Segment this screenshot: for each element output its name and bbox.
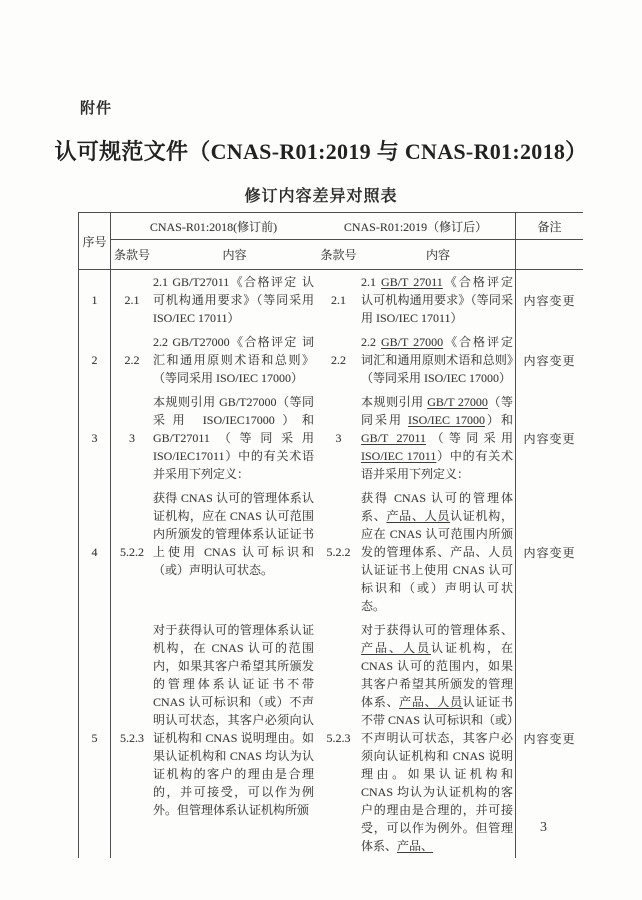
page-number: 3 [540, 820, 547, 835]
row-index: 1 [78, 270, 111, 330]
table-row [78, 486, 583, 618]
table-row [78, 270, 583, 330]
subheader-old-content: 内容 [153, 240, 316, 270]
table-header [78, 212, 583, 270]
header-index: 序号 [78, 212, 111, 270]
new-clause: 5.2.3 [326, 730, 351, 745]
comparison-table [78, 212, 583, 858]
old-content: 2.1 GB/T27011《合格评定 认可机构通用要求》（等同采用 ISO/IEC 17011） [153, 275, 314, 325]
remark-cell: 内容变更 [515, 618, 583, 858]
new-clause: 2.2 [331, 352, 346, 367]
remark-cell: 内容变更 [515, 330, 583, 390]
row-index: 4 [78, 486, 111, 618]
header-new-version: CNAS-R01:2019（修订后） [316, 212, 515, 240]
new-clause: 2.1 [331, 292, 346, 307]
table-row [78, 330, 583, 390]
old-content: 对于获得认可的管理体系认证机构，在 CNAS 认可的范围内，如果其客户希望其所颁发的管理体系认证证书不带 CNAS 认可标识和（或）不声明认可状态，其客户必须向认证机构和 CNAS 说明理由。如果认证机构和 CNAS 均认为认证机构的客户的理由是合理的，并可接受，可以作为例外。但管理体系认证机构所颁 [153, 623, 314, 817]
table-row [78, 390, 583, 486]
old-clause: 2.1 [124, 292, 140, 307]
table-body [78, 270, 583, 858]
old-content: 2.2 GB/T27000《合格评定 词汇和通用原则术语和总则》（等同采用 ISO/IEC 17000） [153, 335, 314, 385]
new-content: 2.1 GB/T 27011《合格评定 认可机构通用要求》（等同采用 ISO/IEC 17011） [361, 275, 513, 325]
old-clause: 2.2 [124, 352, 140, 367]
row-index: 2 [78, 330, 111, 390]
subheader-remark-empty [515, 240, 583, 270]
new-content: 本规则引用 GB/T 27000（等同采用 ISO/IEC 17000）和 GB/T 27011（等同采用 ISO/IEC 17011）中的有关术语并采用下列定义： [361, 395, 513, 481]
new-content: 对于获得认可的管理体系、产品、人员认证机构，在 CNAS 认可的范围内，如果其客户希望其所颁发的管理体系、产品、人员认证证书不带 CNAS 认可标识和（或）不声明认可状态，其客户必须向认证机构和 CNAS 说明理由。如果认证机构和 CNAS 均认为认证机构的客户的理由是合理的，并可接受，可以作为例外。但管理体系、产品、 [361, 623, 514, 853]
old-content: 本规则引用 GB/T27000（等同采用 ISO/IEC17000）和 GB/T27011（等同采用 ISO/IEC17011）中的有关术语并采用下列定义： [153, 395, 314, 481]
remark-cell: 内容变更 [515, 486, 583, 618]
old-clause: 5.2.2 [120, 544, 144, 559]
new-content: 获得 CNAS 认可的管理体系、产品、人员认证机构，应在 CNAS 认可范围内所颁发的管理体系、产品、人员认证证书上使用 CNAS 认可标识和（或）声明认可状态。 [361, 491, 513, 613]
new-clause: 3 [335, 430, 342, 445]
subheader-old-clause: 条款号 [111, 240, 153, 270]
row-index: 5 [78, 618, 111, 858]
old-clause: 3 [129, 430, 135, 445]
document-title: 认可规范文件（CNAS-R01:2019 与 CNAS-R01:2018） [54, 139, 588, 164]
old-clause: 5.2.3 [120, 730, 144, 745]
header-old-version: CNAS-R01:2018(修订前) [111, 212, 316, 240]
old-content: 获得 CNAS 认可的管理体系认证机构，应在 CNAS 认可范围内所颁发的管理体系认证证书上使用 CNAS 认可标识和（或）声明认可状态。 [153, 491, 314, 577]
header-remark: 备注 [515, 212, 583, 240]
table-title: 修订内容差异对照表 [244, 188, 398, 205]
new-clause: 5.2.2 [326, 544, 351, 559]
table-row [78, 618, 583, 858]
subheader-new-content: 内容 [361, 240, 515, 270]
subheader-new-clause: 条款号 [316, 240, 361, 270]
remark-cell: 内容变更 [515, 390, 583, 486]
remark-cell: 内容变更 [515, 270, 583, 330]
row-index: 3 [78, 390, 111, 486]
new-content: 2.2 GB/T 27000《合格评定 词汇和通用原则术语和总则》（等同采用 ISO/IEC 17000） [361, 335, 513, 385]
attachment-label: 附件 [80, 101, 113, 117]
